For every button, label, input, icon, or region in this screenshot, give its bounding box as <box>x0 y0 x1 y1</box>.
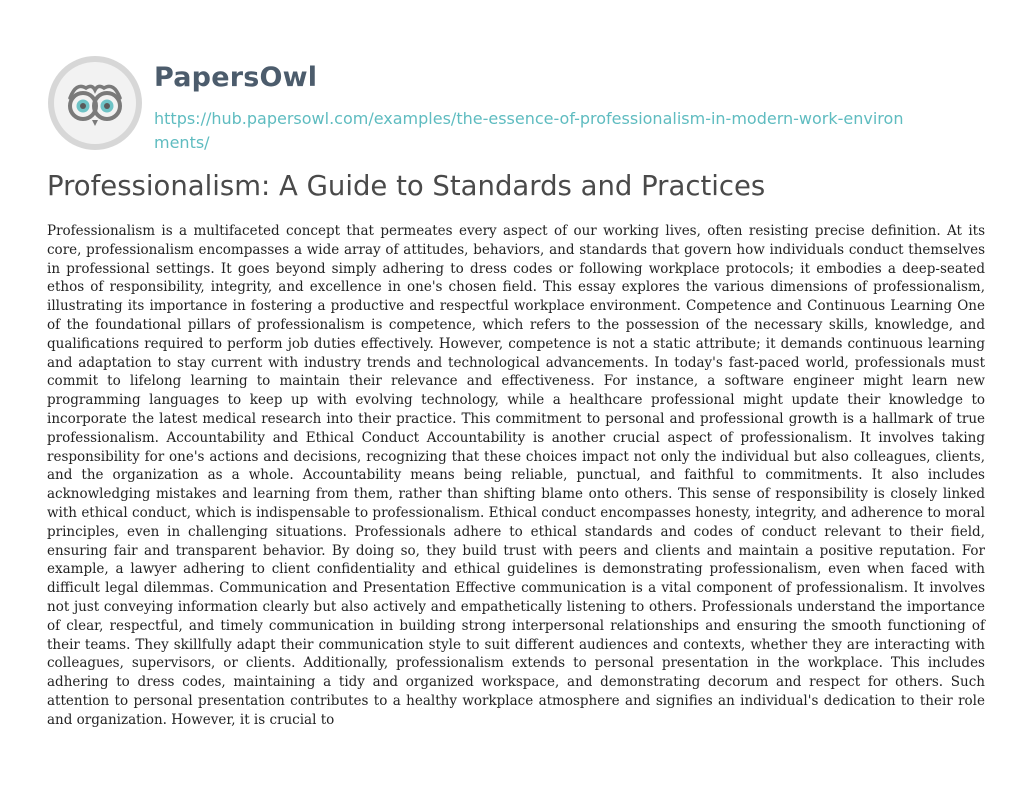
brand-name[interactable]: PapersOwl <box>154 62 318 93</box>
source-url-link[interactable]: https://hub.papersowl.com/examples/the-essence-of-professionalism-in-modern-work-environments/ <box>154 109 904 152</box>
site-header <box>46 54 996 154</box>
page-title: Professionalism: A Guide to Standards and Practices <box>47 170 766 202</box>
essay-body: Professionalism is a multifaceted concept that permeates every aspect of our working lives, often resisting precise definition. At its core, professionalism encompasses a wide array of attitudes, behaviors, and standards that govern how individuals conduct themselves in professional settings. It goes beyond simply adhering to dress codes or following workplace protocols; it embodies a deep-seated ethos of responsibility, integrity, and excellence in one's chosen field. This essay explores the various dimensions of professionalism, illustrating its importance in fostering a productive and respectful workplace environment. Competence and Continuous Learning One of the foundational pillars of professionalism is competence, which refers to the possession of the necessary skills, knowledge, and qualifications required to perform job duties effectively. However, competence is not a static attribute; it demands continuous learning and adaptation to stay current with industry trends and technological advancements. In today's fast-paced world, professionals must commit to lifelong learning to maintain their relevance and effectiveness. For instance, a software engineer might learn new programming languages to keep up with evolving technology, while a healthcare professional might update their knowledge to incorporate the latest medical research into their practice. This commitment to personal and professional growth is a hallmark of true professionalism. Accountability and Ethical Conduct Accountability is another crucial aspect of professionalism. It involves taking responsibility for one's actions and decisions, recognizing that these choices impact not only the individual but also colleagues, clients, and the organization as a whole. Accountability means being reliable, punctual, and faithful to commitments. It also includes acknowledging mistakes and learning from them, rather than shifting blame onto others. This sense of responsibility is closely linked with ethical conduct, which is indispensable to professionalism. Ethical conduct encompasses honesty, integrity, and adherence to moral principles, even in challenging situations. Professionals adhere to ethical standards and codes of conduct relevant to their field, ensuring fair and transparent behavior. By doing so, they build trust with peers and clients and maintain a positive reputation. For example, a lawyer adhering to client confidentiality and ethical guidelines is demonstrating professionalism, even when faced with difficult legal dilemmas. Communication and Presentation Effective communication is a vital component of professionalism. It involves not just conveying information clearly but also actively and empathetically listening to others. Professionals understand the importance of clear, respectful, and timely communication in building strong interpersonal relationships and ensuring the smooth functioning of their teams. They skillfully adapt their communication style to suit different audiences and contexts, whether they are interacting with colleagues, supervisors, or clients. Additionally, professionalism extends to personal presentation in the workplace. This includes adhering to dress codes, maintaining a tidy and organized workspace, and demonstrating decorum and respect for others. Such attention to personal presentation contributes to a healthy workplace atmosphere and signifies an individual's dedication to their role and organization. However, it is crucial to <box>47 223 985 728</box>
owl-logo-icon[interactable] <box>46 54 144 152</box>
